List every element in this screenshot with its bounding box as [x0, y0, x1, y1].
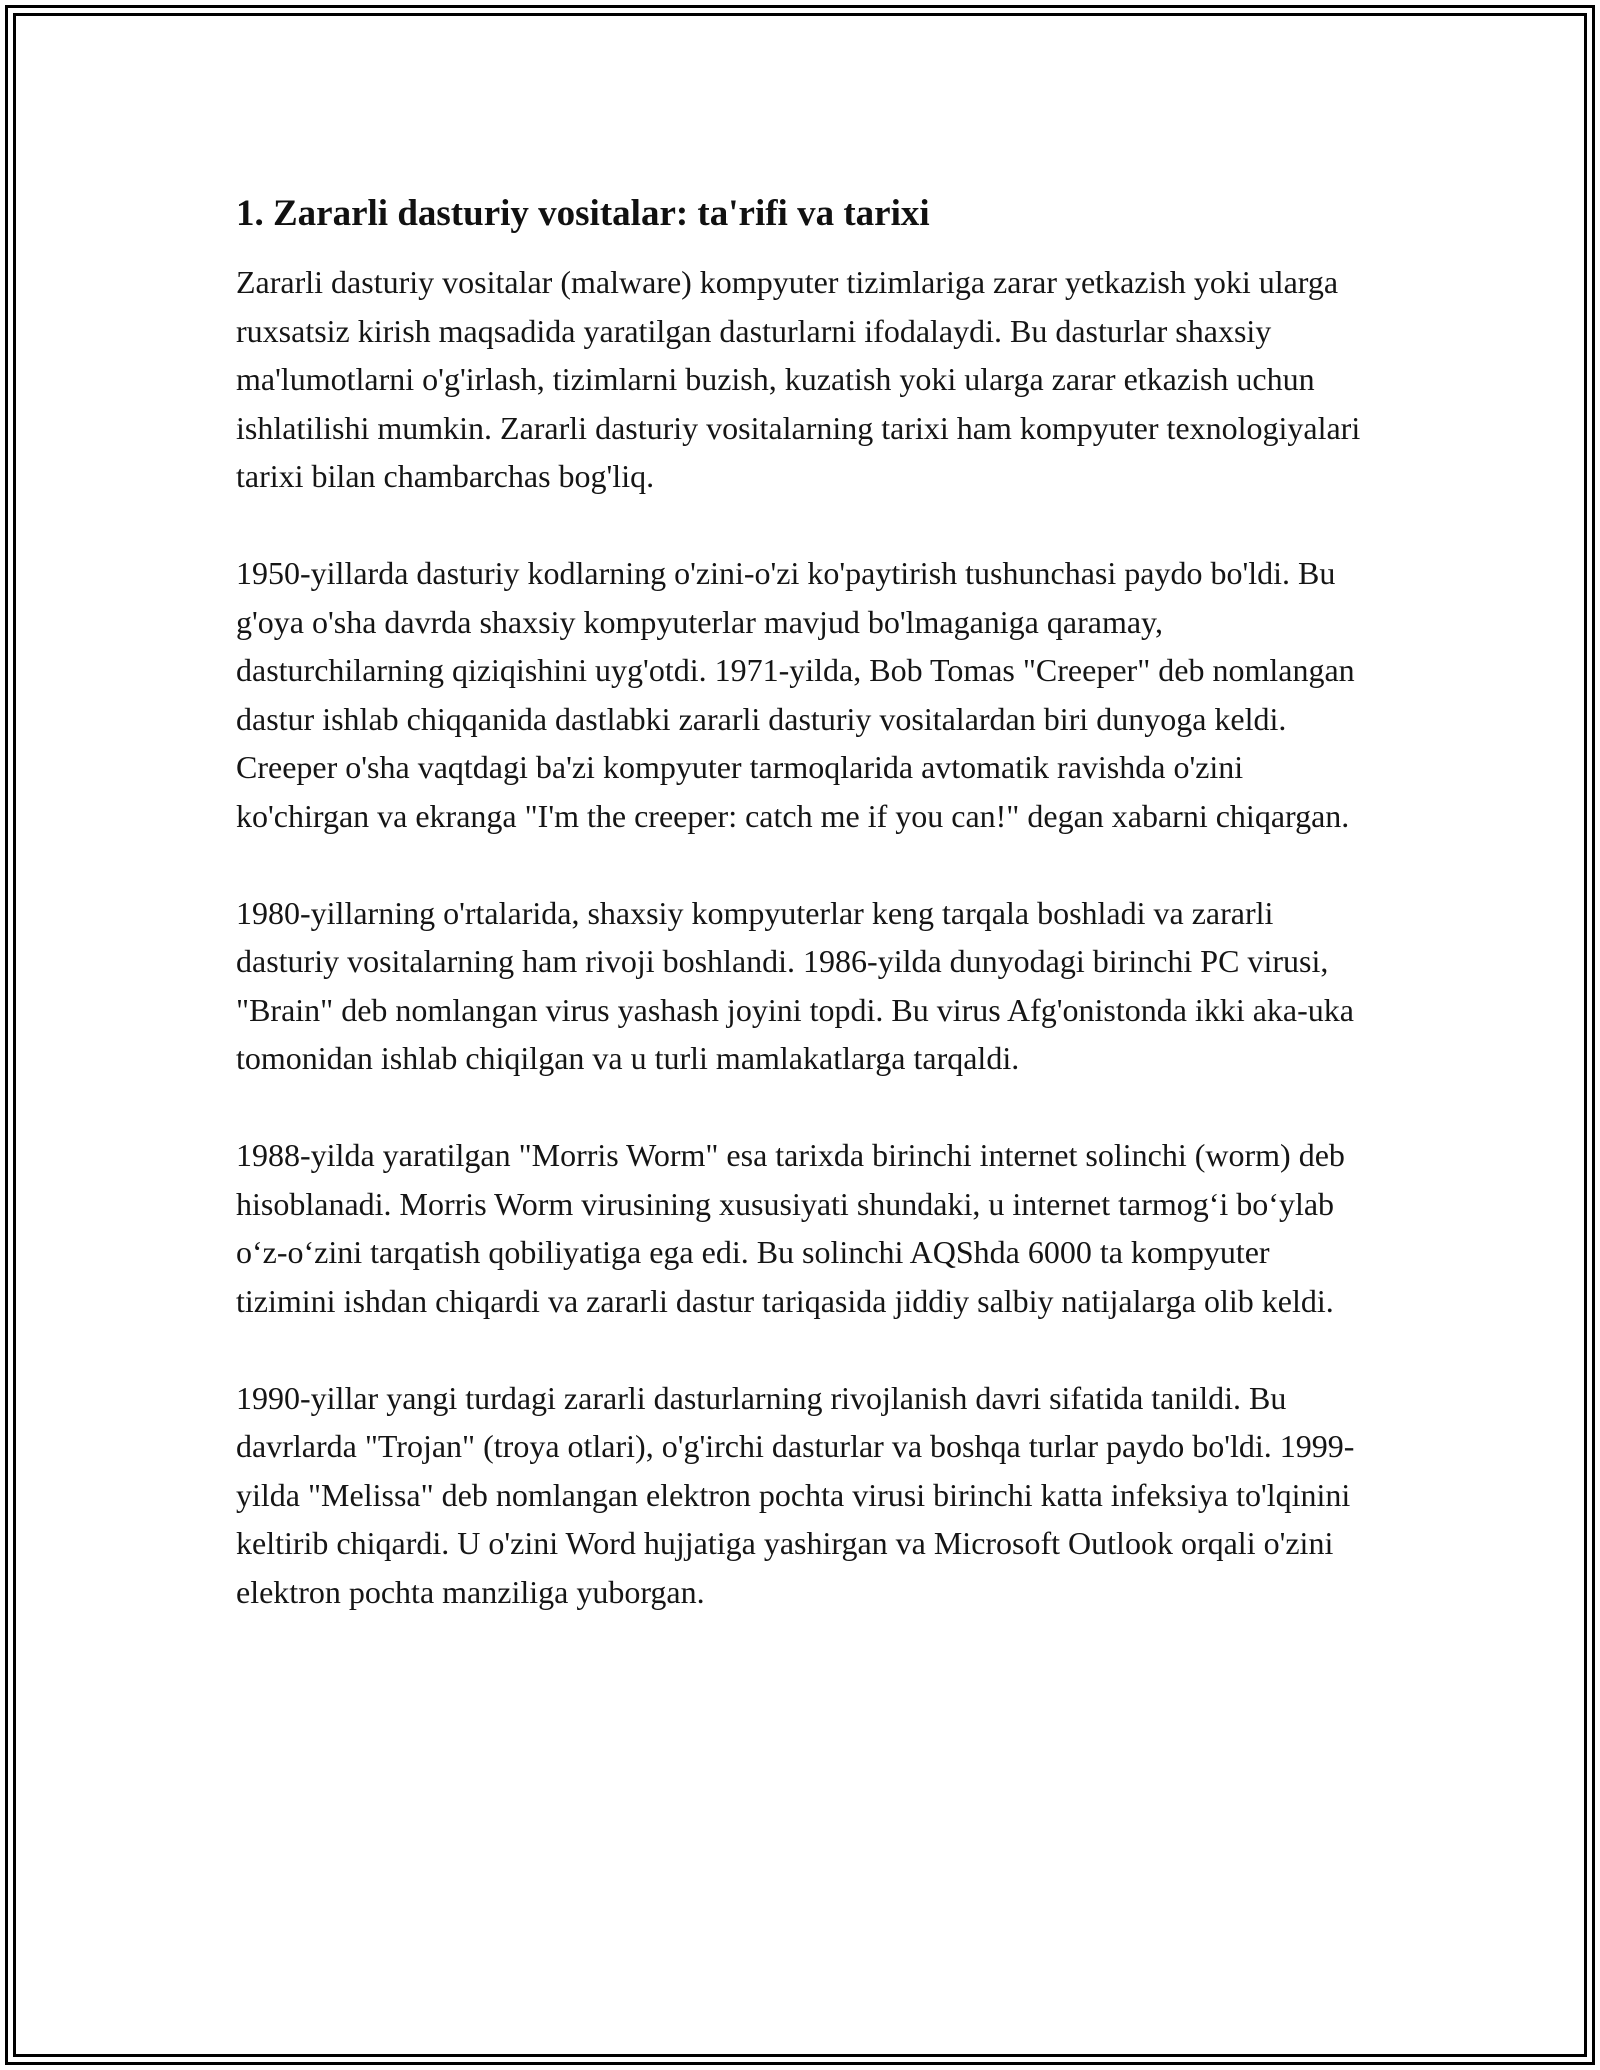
paragraph-1980s: 1980-yillarning o'rtalarida, shaxsiy kompyuterlar keng tarqala boshladi va zararli dasturiy vositalarning ham rivoji boshlandi. 1986-yilda dunyodagi birinchi PC virusi, "Brain" deb nomlangan virus yashash joyini topdi. Bu virus Afg'onistonda ikki aka-uka tomonidan ishlab chiqilgan va u turli mamlakatlarga tarqaldi.	[236, 894, 1354, 1076]
paragraph-1988: 1988-yilda yaratilgan "Morris Worm" esa tarixda birinchi internet solinchi (worm) deb hisoblanadi. Morris Worm virusining xususiyati shundaki, u internet tarmog‘i bo‘ylab o‘z-o‘zini tarqatish qobiliyatiga ega edi. Bu solinchi AQShda 6000 ta kompyuter tizimini ishdan chiqardi va zararli dastur tariqasida jiddiy salbiy natijalarga olib keldi.	[236, 1137, 1345, 1319]
paragraph-1950s: 1950-yillarda dasturiy kodlarning o'zini-o'zi ko'paytirish tushunchasi paydo bo'ldi. Bu g'oya o'sha davrda shaxsiy kompyuterlar mavjud bo'lmaganiga qaramay, dasturchilarning qiziqishini uyg'otdi. 1971-yilda, Bob Tomas "Creeper" deb nomlangan dastur ishlab chiqqanida dastlabki zararli dasturiy vositalardan biri dunyoga keldi. Creeper o'sha vaqtdagi ba'zi kompyuter tarmoqlarida avtomatik ravishda o'zini ko'chirgan va ekranga "I'm the creeper: catch me if you can!" degan xabarni chiqargan.	[236, 555, 1355, 834]
paragraph-1990s: 1990-yillar yangi turdagi zararli dasturlarning rivojlanish davri sifatida tanildi. Bu davrlarda "Trojan" (troya otlari), o'g'irchi dasturlar va boshqa turlar paydo bo'ldi. 1999-yilda "Melissa" deb nomlangan elektron pochta virusi birinchi katta infeksiya to'lqinini keltirib chiqardi. U o'zini Word hujjatiga yashirgan va Microsoft Outlook orqali o'zini elektron pochta manziliga yuborgan.	[236, 1379, 1355, 1610]
section-title: 1. Zararli dasturiy vositalar: ta'rifi va tarixi	[236, 193, 930, 234]
paragraph-definition: Zararli dasturiy vositalar (malware) kompyuter tizimlariga zarar yetkazish yoki ularga ruxsatsiz kirish maqsadida yaratilgan dasturlarni ifodalaydi. Bu dasturlar shaxsiy ma'lumotlarni o'g'irlash, tizimlarni buzish, kuzatish yoki ularga zarar etkazish uchun ishlatilishi mumkin. Zararli dasturiy vositalarning tarixi ham kompyuter texnologiyalari tarixi bilan chambarchas bog'liq.	[236, 264, 1361, 494]
document-body	[236, 190, 1366, 1665]
